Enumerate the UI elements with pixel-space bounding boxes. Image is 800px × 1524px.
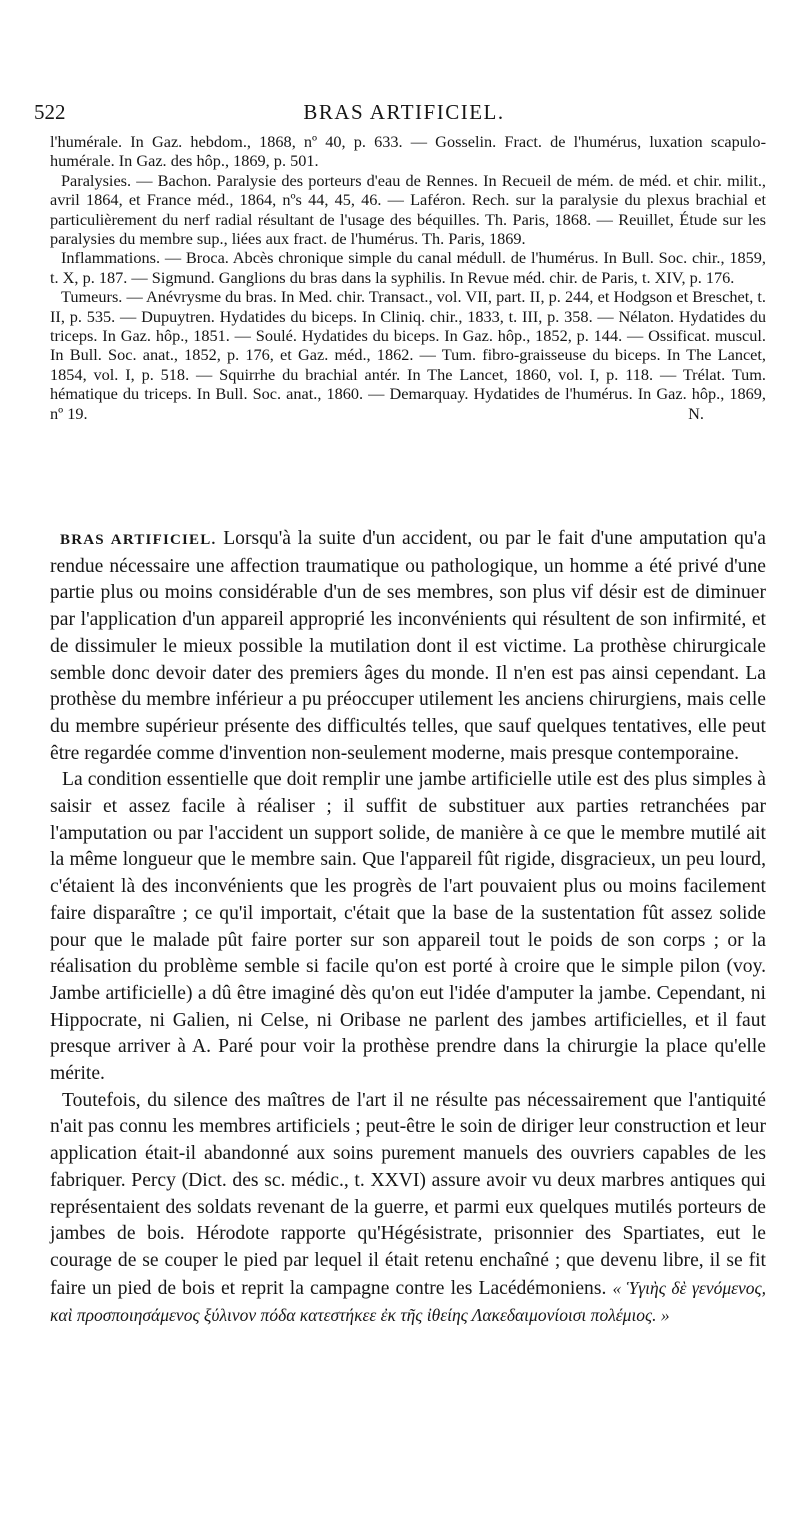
article-paragraph: [50, 526, 766, 767]
article-paragraph: La condition essentielle que doit remplir une jambe artificielle utile est des plus simples à saisir et assez facile à réaliser ; il suffit de substituer aux parties retranchées par l'amputation ou par l'accident un support solide, de manière à ce que le membre mutilé ait la même longueur que le membre sain. Que l'appareil fût rigide, disgracieux, un peu lourd, c'étaient là des inconvénients que les progrès de l'art pouvaient plus ou moins facilement faire disparaître ; ce qu'il importait, c'était que la base de la sustentation fût assez solide pour que le malade pût faire porter sur son appareil tout le poids de son corps ; or la réalisation du problème semble si facile qu'on est porté à croire que le simple pilon (voy. Jambe artificielle) a dû être imaginé dès qu'on eut l'idée d'amputer la jambe. Cependant, ni Hippocrate, ni Galien, ni Celse, ni Oribase ne parlent des jambes artificielles, et il faut presque arriver à A. Paré pour voir la prothèse prendre dans la chirurgie la place qu'elle mérite.: [50, 769, 766, 1085]
running-title: BRAS ARTIFICIEL.: [303, 100, 505, 124]
reference-paragraph: Paralysies. — Bachon. Paralysie des porteurs d'eau de Rennes. In Recueil de mém. de méd. et chir. milit., avril 1864, et France méd., 1864, nºs 44, 45, 46. — Laféron. Rech. sur la paralysie du plexus brachial et particulièrement du nerf radial résultant de l'usage des béquilles. Th. Paris, 1868. — Reuillet, Étude sur les paralysies du membre sup., liées aux fract. de l'humérus. Th. Paris, 1869.: [50, 170, 766, 249]
greek-quotation: « Ὑγιὴς δὲ γενόμενος, καὶ προσποιησάμενος ξύλινον πόδα κατεστήκεε ἐκ τῆς ἰθείης Λακεδαιμονίοισι πολέμιος. »: [50, 1277, 767, 1326]
reference-paragraph: Tumeurs. — Anévrysme du bras. In Med. chir. Transact., vol. VII, part. II, p. 244, et Hodgson et Breschet, t. II, p. 535. — Dupuytren. Hydatides du biceps. In Cliniq. chir., 1833, t. III, p. 358. — Nélaton. Hydatides du triceps. In Gaz. hôp., 1851. — Soulé. Hydatides du biceps. In Gaz. hôp., 1852, p. 144. — Ossificat. muscul. In Bull. Soc. anat., 1852, p. 176, et Gaz. méd., 1862. — Tum. fibro-graisseuse du biceps. In The Lancet, 1854, vol. I, p. 518. — Squirrhe du brachial antér. In The Lancet, 1860, vol. I, p. 118. — Trélat. Tum. hématique du triceps. In Bull. Soc. anat., 1860. — Demarquay. Hydatides de l'humérus. In Gaz. hôp., 1869, nº 19.: [50, 287, 766, 423]
reference-paragraph: l'humérale. In Gaz. hebdom., 1868, nº 40, p. 633. — Gosselin. Fract. de l'humérus, luxation scapulo-humérale. In Gaz. des hôp., 1869, p. 501.: [50, 132, 766, 171]
paragraph-text: Lorsqu'à la suite d'un accident, ou par le fait d'une amputation qu'a rendue nécessaire une affection traumatique ou pathologique, un homme a été privé d'une partie plus ou moins considérable d'un de ses membres, son plus vif désir est de diminuer par l'application d'un appareil approprié les inconvénients qui résultent de son infirmité, et de dissimuler le mieux possible la mutilation dont il est victime. La prothèse chirurgicale semble donc devoir dater des premiers âges du monde. Il n'en est pas ainsi cependant. La prothèse du membre inférieur a pu préoccuper utilement les anciens chirurgiens, mais celle du membre supérieur présente des difficultés telles, que sauf quelques tentatives, elle peut être regardée comme d'invention non-seulement moderne, mais presque contemporaine.: [50, 528, 766, 764]
paragraph-text: Toutefois, du silence des maîtres de l'art il ne résulte pas nécessairement que l'antiquité n'ait pas connu les membres artificiels ; peut-être le soin de diriger leur construction et leur application était-il abandonné aux soins purement manuels des ouvriers capables de les fabriquer. Percy (Dict. des sc. médic., t. XXVI) assure avoir vu deux marbres antiques qui représentaient des soldats revenant de la guerre, et parmi eux quelques mutilés porteurs de jambes de bois. Hérodote rapporte qu'Hégésistrate, prisonnier des Spartiates, eut le courage de se couper le pied par lequel il était retenu enchaîné ; que devenu libre, il se fit faire un pied de bois et reprit la campagne contre les Lacédémoniens.: [50, 1089, 766, 1299]
bibliography-section: [50, 132, 766, 423]
page-number: 522: [34, 100, 66, 124]
article-body: [50, 526, 766, 1330]
author-signature: N.: [688, 403, 704, 423]
article-headword: BRAS ARTIFICIEL.: [60, 532, 217, 548]
reference-paragraph: Inflammations. — Broca. Abcès chronique simple du canal médull. de l'humérus. In Bull. Soc. chir., 1859, t. X, p. 187. — Sigmund. Ganglions du bras dans la syphilis. In Revue méd. chir. de Paris, t. XIV, p. 176.: [50, 248, 766, 287]
article-paragraph: [50, 1088, 766, 1330]
running-header: [34, 100, 774, 126]
